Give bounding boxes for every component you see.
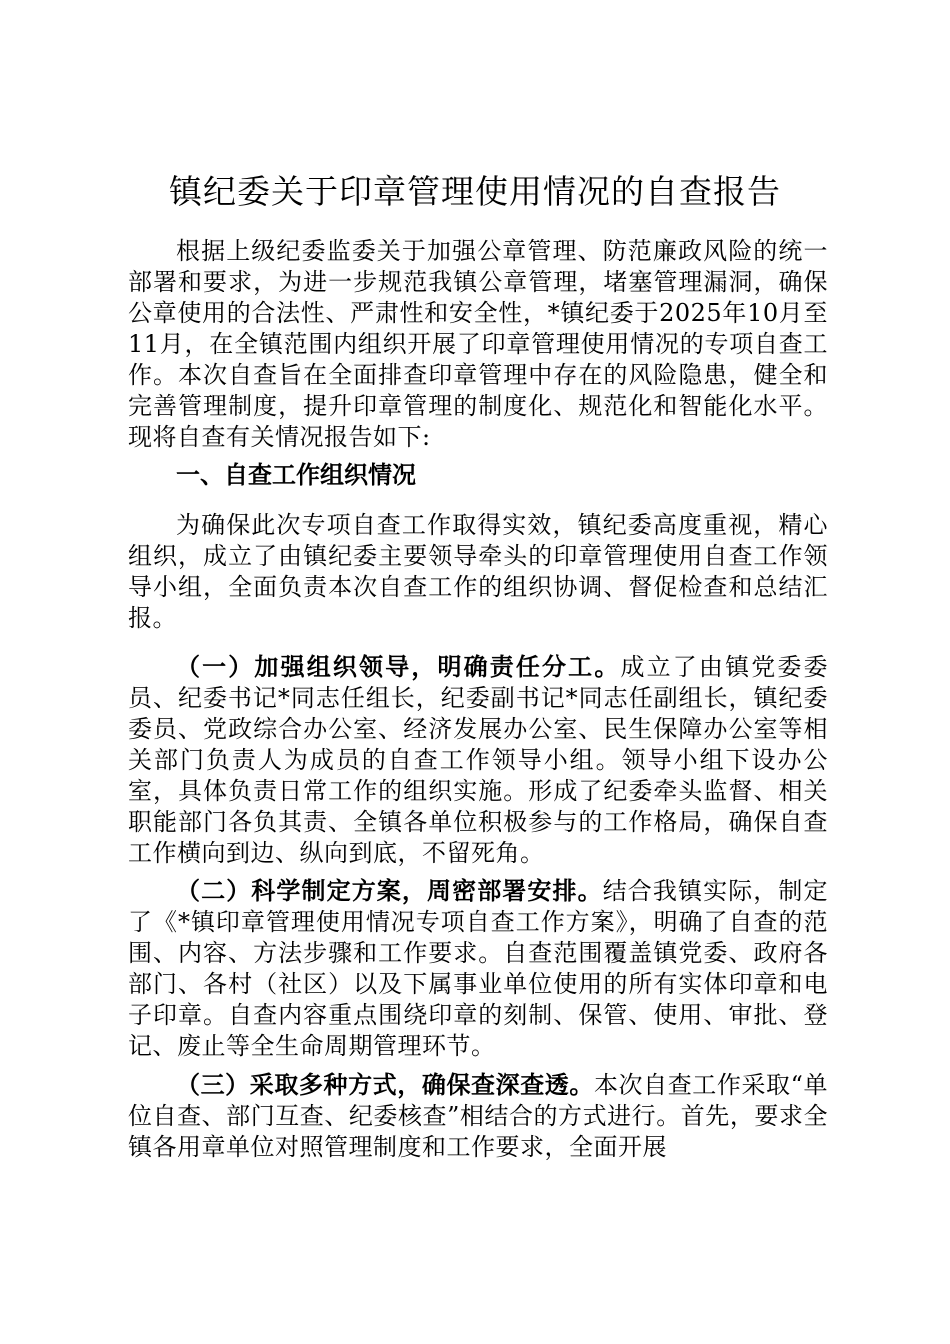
document-title: 镇纪委关于印章管理使用情况的自查报告 xyxy=(169,172,781,211)
subsection-body-3: 本次自查工作采取“单位自查、部门互查、纪委核查”相结合的方式进行。首先，要求全镇各用章单位对照管理制度和工作要求，全面开展 xyxy=(128,1071,828,1161)
subsection-lead-1: （一）加强组织领导，明确责任分工。 xyxy=(176,653,621,681)
intro-paragraph: 根据上级纪委监委关于加强公章管理、防范廉政风险的统一部署和要求，为进一步规范我镇公章管理，堵塞管理漏洞，确保公章使用的合法性、严肃性和安全性，*镇纪委于2025年10月至11月，在全镇范围内组织开展了印章管理使用情况的专项自查工作。本次自查旨在全面排查印章管理中存在的风险隐患，健全和完善管理制度，提升印章管理的制度化、规范化和智能化水平。现将自查有关情况报告如下: xyxy=(128,237,828,451)
section-heading: 一、自查工作组织情况 xyxy=(176,461,416,489)
subsection-lead-3: （三）采取多种方式，确保查深查透。 xyxy=(176,1071,594,1099)
section-paragraph: 为确保此次专项自查工作取得实效，镇纪委高度重视，精心组织，成立了由镇纪委主要领导牵头的印章管理使用自查工作领导小组，全面负责本次自查工作的组织协调、督促检查和总结汇报。 xyxy=(128,511,828,632)
subsection-body-2: 结合我镇实际，制定了《*镇印章管理使用情况专项自查工作方案》，明确了自查的范围、内容、方法步骤和工作要求。自查范围覆盖镇党委、政府各部门、各村（社区）以及下属事业单位使用的所有实体印章和电子印章。自查内容重点围绕印章的刻制、保管、使用、审批、登记、废止等全生命周期管理环节。 xyxy=(128,877,829,1060)
subsection-paragraph-2 xyxy=(128,876,828,1062)
subsection-paragraph-1 xyxy=(128,652,828,869)
subsection-body-1: 成立了由镇党委委员、纪委书记*同志任组长，纪委副书记*同志任副组长，镇纪委委员、党政综合办公室、经济发展办公室、民生保障办公室等相关部门负责人为成员的自查工作领导小组。领导小组下设办公室，具体负责日常工作的组织实施。形成了纪委牵头监督、相关职能部门各负其责、全镇各单位积极参与的工作格局，确保自查工作横向到边、纵向到底，不留死角。 xyxy=(128,653,829,867)
subsection-paragraph-3 xyxy=(128,1070,828,1163)
subsection-lead-2: （二）科学制定方案，周密部署安排。 xyxy=(176,877,603,905)
